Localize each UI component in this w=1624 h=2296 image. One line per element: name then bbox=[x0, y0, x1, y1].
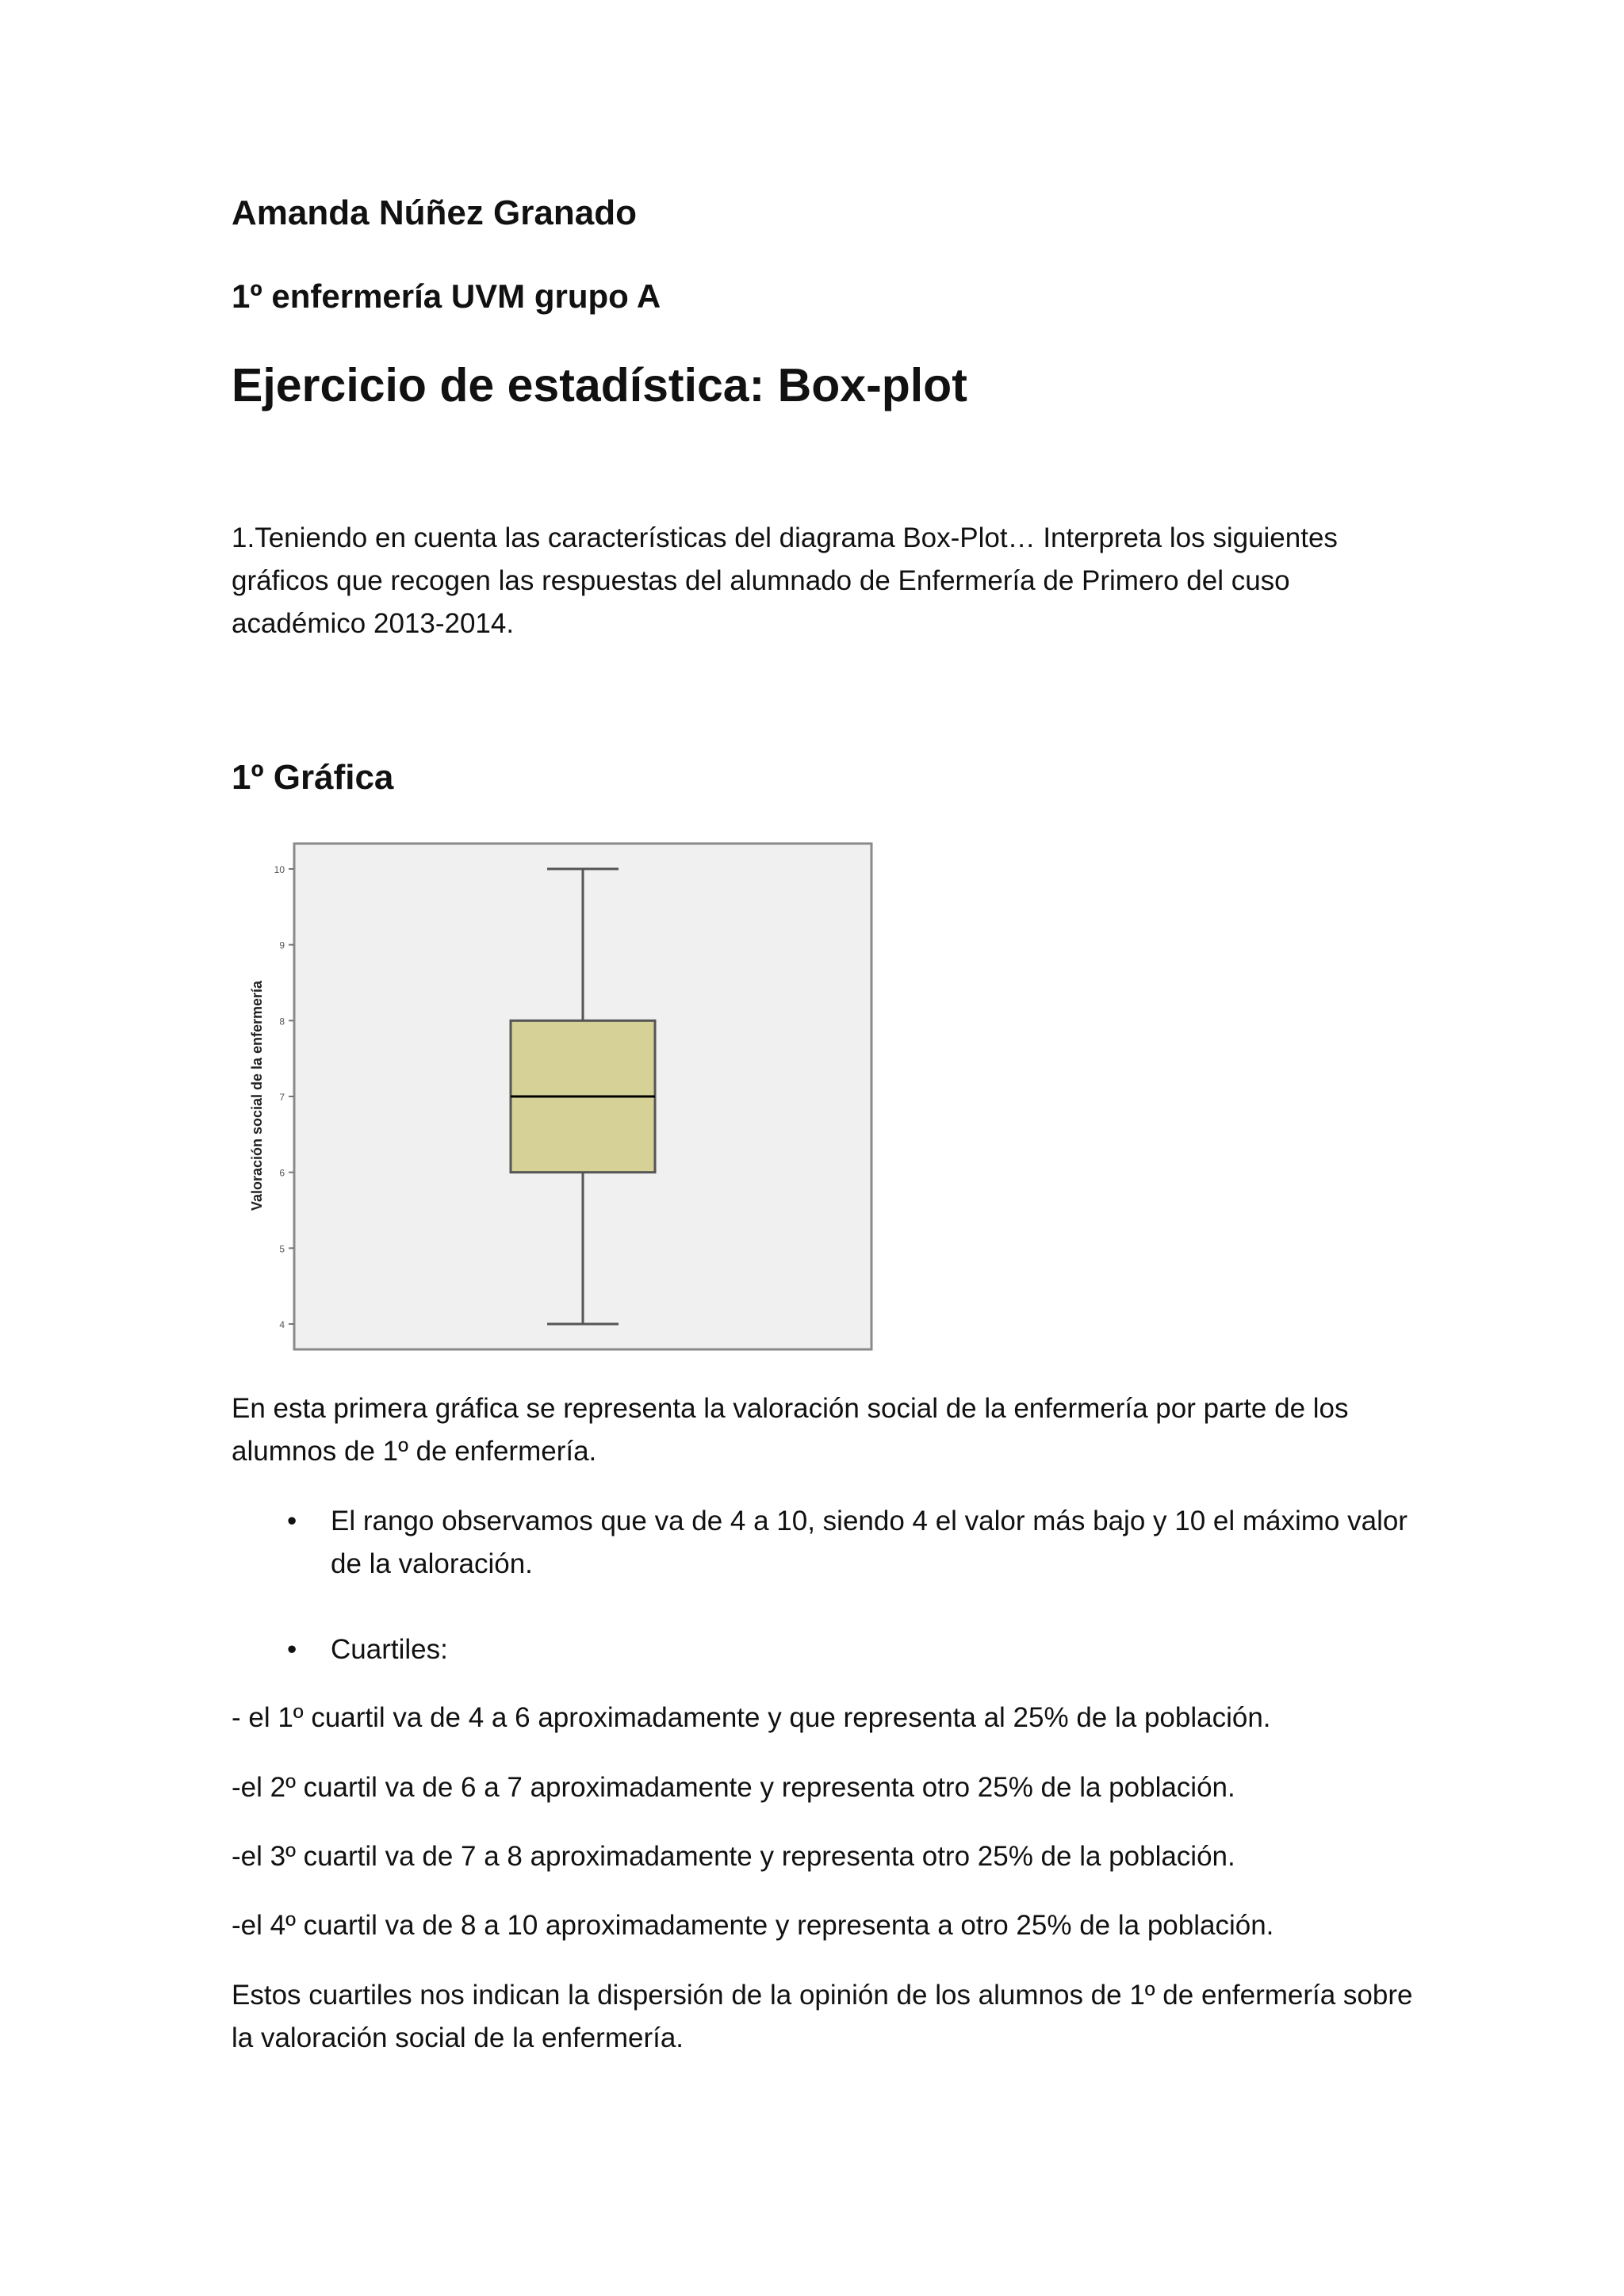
author-name: Amanda Núñez Granado bbox=[232, 193, 637, 232]
document-title: Ejercicio de estadística: Box-plot bbox=[232, 359, 967, 411]
bullet-text: Cuartiles: bbox=[331, 1634, 448, 1665]
quartile-line-2: -el 2º cuartil va de 6 a 7 aproximadamente y representa otro 25% de la población. bbox=[232, 1772, 1235, 1803]
bullet-dot: • bbox=[287, 1506, 297, 1536]
box-plot-chart bbox=[238, 834, 880, 1353]
y-tick-label: 4 bbox=[279, 1319, 285, 1330]
chart-description: En esta primera gráfica se representa la valoración social de la enfermería por parte de los alumnos de 1º de enfermería. bbox=[232, 1393, 1349, 1467]
y-axis-label: Valoración social de la enfermería bbox=[249, 980, 265, 1211]
section-heading: 1º Gráfica bbox=[232, 758, 394, 797]
box-plot-svg bbox=[238, 834, 880, 1353]
bullet-text: El rango observamos que va de 4 a 10, siendo 4 el valor más bajo y 10 el máximo valor de la valoración. bbox=[331, 1506, 1408, 1579]
y-tick-label: 5 bbox=[279, 1243, 285, 1255]
bullet-list bbox=[232, 1500, 1421, 1671]
conclusion-paragraph: Estos cuartiles nos indican la dispersión de la opinión de los alumnos de 1º de enfermería sobre la valoración social de la enfermería. bbox=[232, 1980, 1413, 2053]
exercise-statement: 1.Teniendo en cuenta las características del diagrama Box-Plot… Interpreta los siguientes gráficos que recogen las respuestas del alumnado de Enfermería de Primero del cuso académico 2013-2014. bbox=[232, 522, 1338, 639]
quartile-line-1: - el 1º cuartil va de 4 a 6 aproximadamente y que representa al 25% de la población. bbox=[232, 1702, 1271, 1733]
y-tick-label: 9 bbox=[279, 939, 285, 951]
course-group: 1º enfermería UVM grupo A bbox=[232, 277, 661, 315]
quartile-line-3: -el 3º cuartil va de 7 a 8 aproximadamente y representa otro 25% de la población. bbox=[232, 1841, 1235, 1872]
quartile-line-4: -el 4º cuartil va de 8 a 10 aproximadamente y representa a otro 25% de la población. bbox=[232, 1910, 1274, 1941]
bullet-dot: • bbox=[287, 1634, 297, 1665]
y-tick-label: 6 bbox=[279, 1167, 285, 1179]
bullet-item-range bbox=[232, 1500, 1421, 1586]
y-tick-label: 7 bbox=[279, 1092, 285, 1103]
y-tick-label: 10 bbox=[274, 864, 285, 875]
y-axis-ticks bbox=[274, 864, 294, 1330]
y-tick-label: 8 bbox=[279, 1016, 285, 1027]
bullet-item-quartiles bbox=[232, 1628, 1421, 1671]
